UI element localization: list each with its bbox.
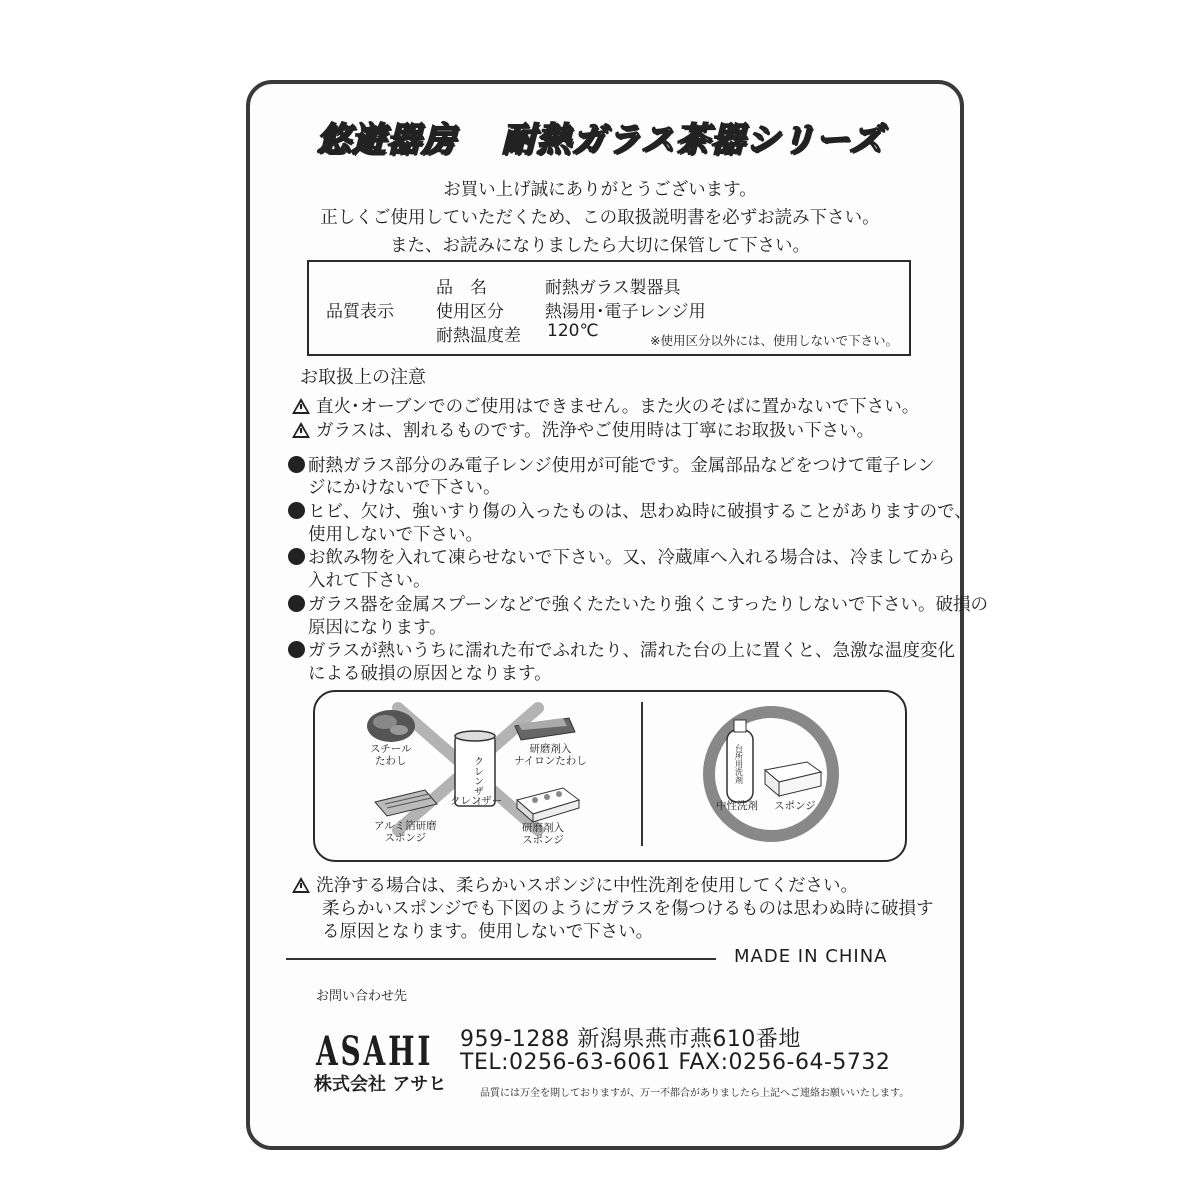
warning-icon [292,398,310,414]
quality-key-temp: 耐熱温度差 [436,326,521,346]
soft-sponge-icon [765,762,821,796]
company-name: 株式会社 アサヒ [314,1074,447,1095]
bullet-item-cont: 入れて下さい。 [308,571,431,591]
company-address: 959-1288 新潟県燕市燕610番地 [460,1027,801,1052]
bullet-icon [288,502,305,519]
warning-item: ガラスは、割れるものです。洗浄やご使用時は丁寧にお取扱い下さい。 [292,417,874,442]
sponge-label: スポンジ [774,800,816,812]
quality-heading: 品質表示 [326,302,394,322]
abrasive-sponge-label: 研磨剤入 スポンジ [522,822,564,846]
steel-wool-label: スチール たわし [370,743,412,767]
bullet-item-cont: ジにかけないで下さい。 [308,478,501,498]
bullet-icon [288,456,305,473]
nylon-scrubber-label: 研磨剤入 ナイロンたわし [514,743,587,767]
bullet-icon [288,641,305,658]
contact-label: お問い合わせ先 [316,989,408,1004]
foil-sponge-icon [375,790,437,816]
footer-note: 品質には万全を期しておりますが、万一不都合がありましたら上記へご連絡お願いいたします。 [480,1088,910,1099]
bullet-item: ガラス器を金属スプーンなどで強くたたいたり強くこすったりしないで下さい。破損の [288,591,988,616]
brand-name: 悠遊器房 [316,120,457,160]
bullet-icon [288,548,305,565]
bullet-item: お飲み物を入れて凍らせないで下さい。又、冷蔵庫へ入れる場合は、冷ましてから [288,544,955,569]
cleanser-label: クレンザー [450,795,503,807]
company-logo: ASAHI [316,1028,434,1075]
quality-value-name: 耐熱ガラス製器具 [545,278,681,298]
bullet-item: ガラスが熱いうちに濡れた布でふれたり、濡れた台の上に置くと、急激な温度変化 [288,637,955,662]
quality-key-usage: 使用区分 [436,302,504,322]
warning-icon [292,422,310,438]
quality-key-name: 品 名 [436,278,487,298]
intro-line-2: 正しくご使用していただくため、この取扱説明書を必ずお読み下さい。 [320,208,880,228]
page-title [0,112,1200,161]
footer-divider [286,958,716,960]
washing-note-line: 柔らかいスポンジでも下図のようにガラスを傷つけるものは思わぬ時に破損す [322,899,934,919]
foil-sponge-label: アルミ箔研磨 スポンジ [374,820,437,844]
intro-line-3: また、お読みになりましたら大切に保管して下さい。 [390,236,810,256]
detergent-label: 中性洗剤 [716,800,758,812]
quality-value-usage: 熱湯用･電子レンジ用 [545,302,706,322]
caution-heading: お取扱上の注意 [300,367,426,388]
bullet-item: 耐熱ガラス部分のみ電子レンジ使用が可能です。金属部品などをつけて電子レン [288,452,935,477]
country-of-origin: MADE IN CHINA [734,946,888,967]
bullet-item-cont: による破損の原因となります。 [308,664,552,684]
bullet-item-cont: 原因になります。 [308,618,447,638]
quality-note: ※使用区分以外には、使用しないで下さい。 [650,333,898,348]
series-name: 耐熱ガラス茶器シリーズ [501,120,884,160]
quality-value-temp: 120℃ [547,321,599,341]
bullet-icon [288,595,305,612]
bullet-item: ヒビ、欠け、強いすり傷の入ったものは、思わぬ時に破損することがありますので、 [288,498,972,523]
intro-line-1: お買い上げ誠にありがとうございます。 [443,180,757,200]
company-phone: TEL:0256-63-6061 FAX:0256-64-5732 [460,1050,891,1075]
washing-note: 洗浄する場合は、柔らかいスポンジに中性洗剤を使用してください。 [292,872,858,897]
detergent-bottle-icon [727,720,753,802]
svg-text:クレンザー: クレンザー [471,756,483,806]
washing-note-line: る原因となります。使用しないで下さい。 [322,922,654,942]
steel-wool-icon [367,710,415,742]
warning-icon [292,877,310,893]
bullet-item-cont: 使用しないで下さい。 [308,525,483,545]
warning-item: 直火･オーブンでのご使用はできません。また火のそばに置かないで下さい。 [292,393,919,418]
svg-text:台所用洗剤: 台所用洗剤 [734,744,744,784]
